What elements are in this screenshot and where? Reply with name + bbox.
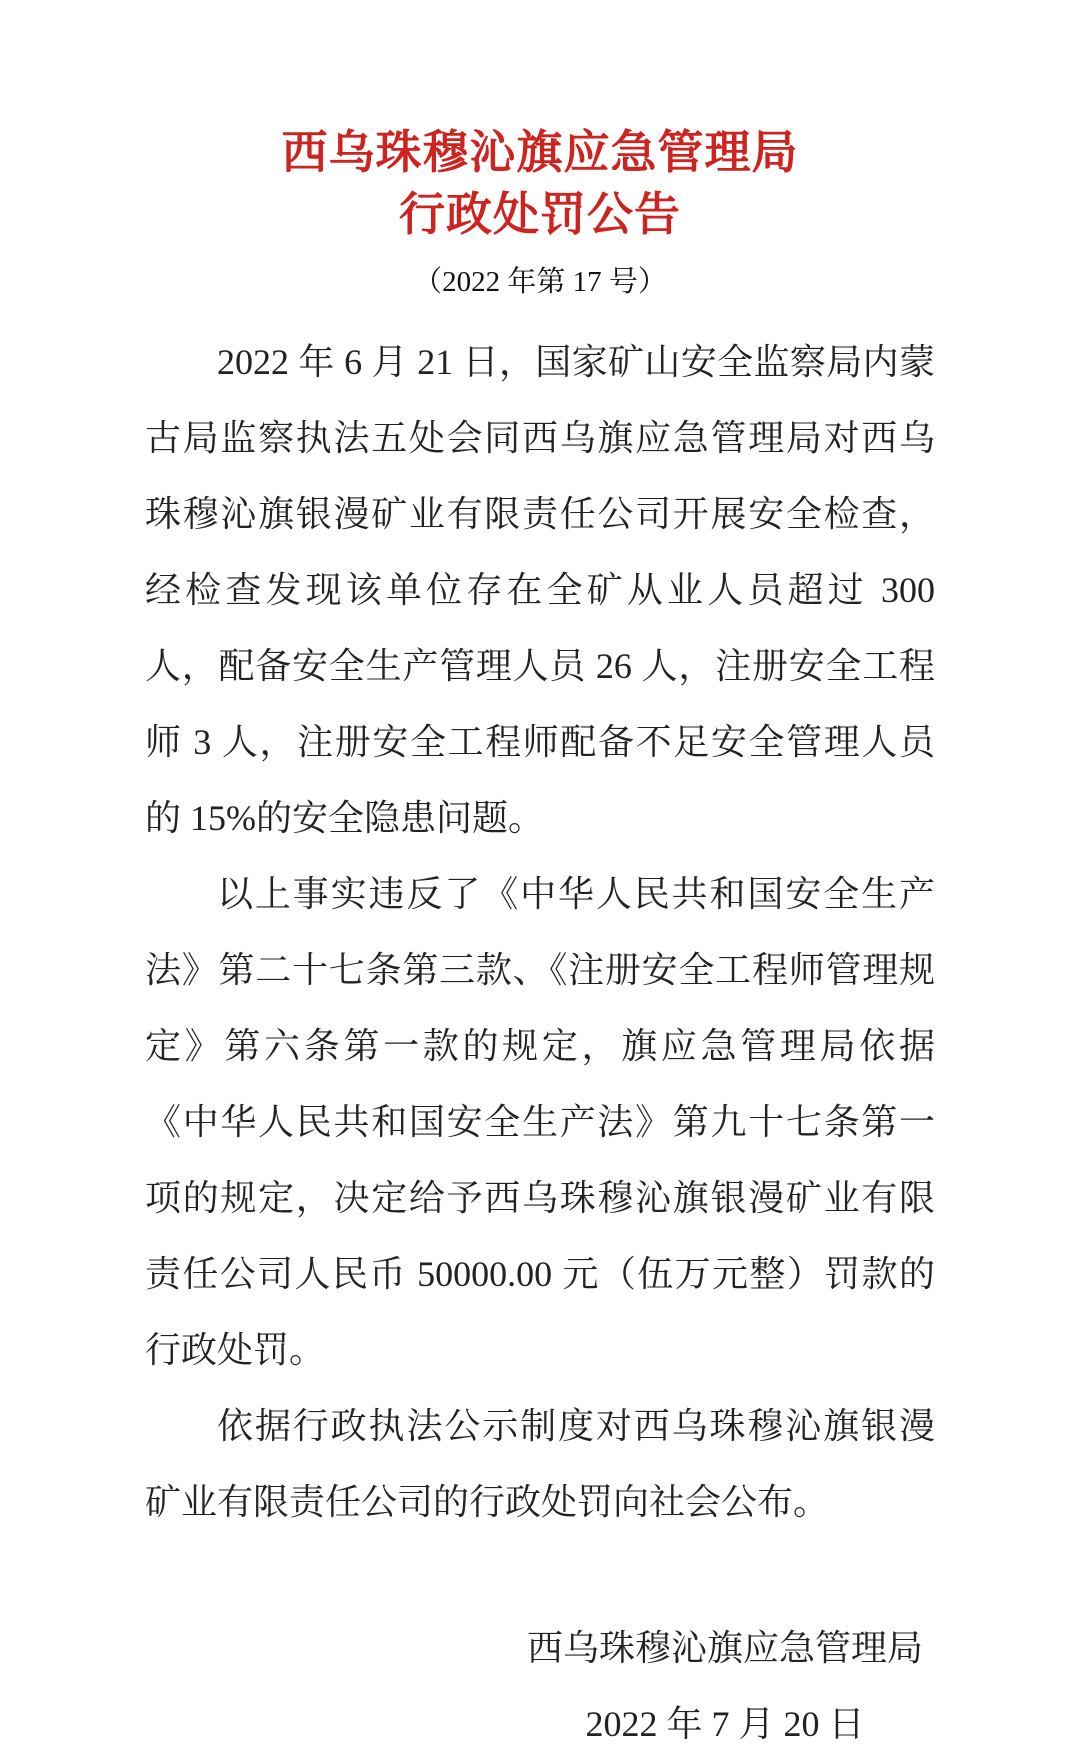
signature-block: [145, 1610, 935, 1762]
paragraph-public-disclosure: 依据行政执法公示制度对西乌珠穆沁旗银漫矿业有限责任公司的行政处罚向社会公布。: [145, 1406, 935, 1522]
signature-date: 2022 年 7 月 20 日: [585, 1704, 865, 1744]
signature-inner: [527, 1610, 923, 1762]
document-title-line2: 行政处罚公告: [399, 189, 681, 240]
signature-organization: 西乌珠穆沁旗应急管理局: [526, 1628, 923, 1668]
document-number: （2022 年第 17 号）: [413, 266, 667, 298]
document-title-line1: 西乌珠穆沁旗应急管理局: [281, 127, 799, 178]
paragraph-inspection-facts: 2022 年 6 月 21 日，国家矿山安全监察局内蒙古局监察执法五处会同西乌旗应急管理局对西乌珠穆沁旗银漫矿业有限责任公司开展安全检查，经检查发现该单位存在全矿从业人员超过 300 人，配备安全生产管理人员 26 人，注册安全工程师 3 人，注册安全工程师配备不足安全管理人员的 15%的安全隐患问题。: [145, 342, 935, 838]
paragraph-legal-basis-and-penalty: 以上事实违反了《中华人民共和国安全生产法》第二十七条第三款、《注册安全工程师管理规定》第六条第一款的规定，旗应急管理局依据《中华人民共和国安全生产法》第九十七条第一项的规定，决定给予西乌珠穆沁旗银漫矿业有限责任公司人民币 50000.00 元（伍万元整）罚款的行政处罚。: [145, 874, 935, 1370]
